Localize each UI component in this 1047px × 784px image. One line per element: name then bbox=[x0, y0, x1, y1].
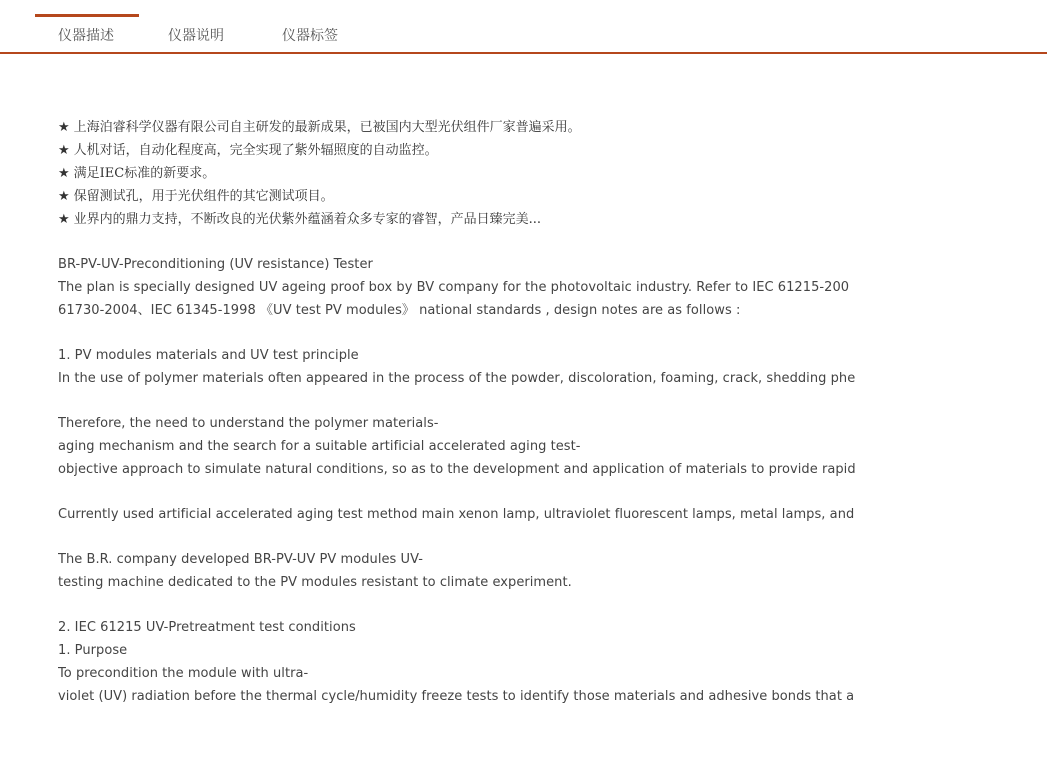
paragraph-text: violet (UV) radiation before the thermal cycle/humidity freeze tests to identify those materials and adhesive bonds that a bbox=[58, 689, 855, 704]
feature-item: ★ 业界内的鼎力支持，不断改良的光伏紫外蕴涵着众多专家的睿智，产品日臻完美... bbox=[58, 212, 542, 227]
tab-instrument-description[interactable]: 仪器描述 bbox=[58, 28, 114, 44]
feature-item: ★ 人机对话，自动化程度高，完全实现了紫外辐照度的自动监控。 bbox=[58, 143, 438, 158]
subsection-heading: 1. Purpose bbox=[58, 643, 128, 658]
tab-instrument-instructions[interactable]: 仪器说明 bbox=[168, 28, 224, 44]
description-content bbox=[58, 0, 1047, 784]
feature-item: ★ 保留测试孔，用于光伏组件的其它测试项目。 bbox=[58, 189, 334, 204]
paragraph-text: Currently used artificial accelerated aging test method main xenon lamp, ultraviolet fluorescent lamps, metal lamps, and bbox=[58, 507, 855, 522]
star-icon: ★ bbox=[58, 189, 70, 204]
paragraph-text: The B.R. company developed BR-PV-UV PV modules UV- bbox=[58, 552, 424, 567]
paragraph-text: To precondition the module with ultra- bbox=[58, 666, 309, 681]
section-heading: 2. IEC 61215 UV-Pretreatment test conditions bbox=[58, 620, 356, 635]
feature-item: ★ 上海泊睿科学仪器有限公司自主研发的最新成果，已被国内大型光伏组件厂家普遍采用。 bbox=[58, 120, 581, 135]
star-icon: ★ bbox=[58, 143, 70, 158]
star-icon: ★ bbox=[58, 120, 70, 135]
section-heading: 1. PV modules materials and UV test principle bbox=[58, 348, 359, 363]
star-icon: ★ bbox=[58, 166, 70, 181]
product-title: BR-PV-UV-Preconditioning (UV resistance) Tester bbox=[58, 257, 373, 272]
paragraph-text: In the use of polymer materials often appeared in the process of the powder, discoloration, foaming, crack, shedding phe bbox=[58, 371, 856, 386]
intro-text: The plan is specially designed UV ageing proof box by BV company for the photovoltaic industry. Refer to IEC 61215-200 bbox=[58, 280, 850, 295]
paragraph-text: Therefore, the need to understand the polymer materials- bbox=[58, 416, 439, 431]
paragraph-text: testing machine dedicated to the PV modules resistant to climate experiment. bbox=[58, 575, 572, 590]
tab-instrument-tags[interactable]: 仪器标签 bbox=[282, 28, 338, 44]
intro-text: 61730-2004、IEC 61345-1998 《UV test PV modules》 national standards , design notes are as follows : bbox=[58, 303, 741, 318]
feature-item: ★ 满足IEC标准的新要求。 bbox=[58, 166, 216, 181]
paragraph-text: aging mechanism and the search for a suitable artificial accelerated aging test- bbox=[58, 439, 581, 454]
paragraph-text: objective approach to simulate natural conditions, so as to the development and application of materials to provide rapid bbox=[58, 462, 856, 477]
star-icon: ★ bbox=[58, 212, 70, 227]
